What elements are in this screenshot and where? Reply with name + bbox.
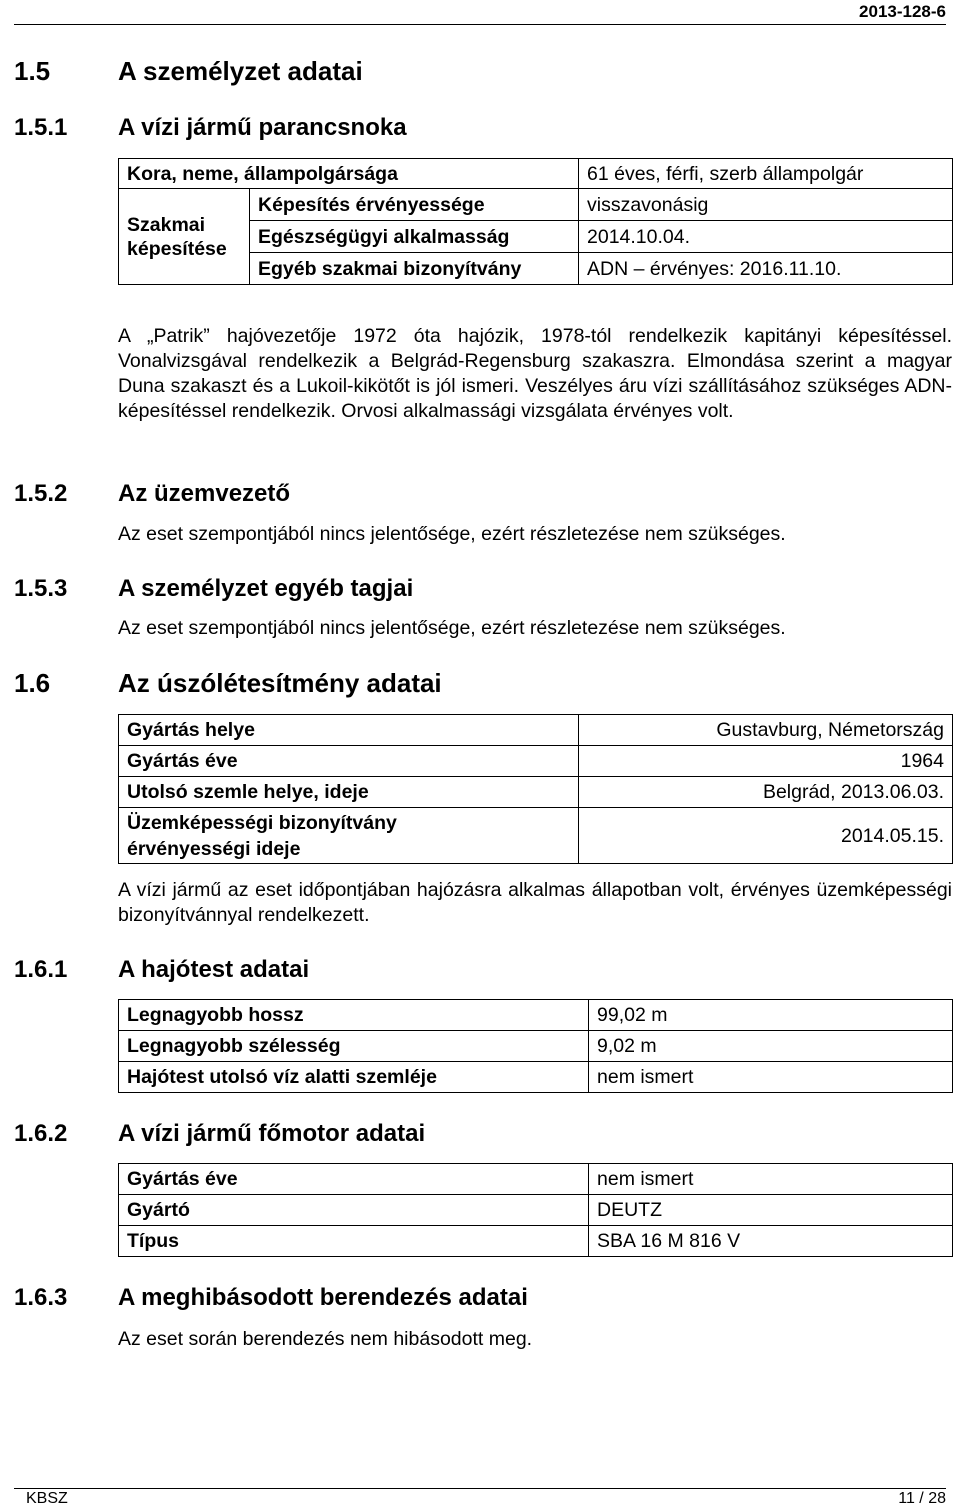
table-row (119, 189, 953, 221)
section-number: 1.6.3 (14, 1284, 68, 1311)
section-title: A személyzet egyéb tagjai (118, 575, 414, 602)
table-value-cell: 99,02 m (589, 1000, 953, 1031)
table-row (119, 1031, 953, 1062)
table-row (119, 159, 953, 189)
table-label-cell: Utolsó szemle helye, ideje (119, 777, 579, 808)
table-label-cell: Hajótest utolsó víz alatti szemléje (119, 1062, 589, 1093)
label-line: Üzemképességi bizonyítvány (127, 811, 397, 834)
table-label-cell: Típus (119, 1226, 589, 1257)
table-label-cell: Legnagyobb hossz (119, 1000, 589, 1031)
table-label-cell: Gyártás éve (119, 1164, 589, 1195)
table-value-cell: Gustavburg, Németország (579, 715, 953, 746)
section-heading-1-5-3 (14, 575, 614, 607)
table-label-cell: Képesítés érvényessége (250, 189, 579, 221)
header-rule (14, 24, 946, 25)
footer-rule (14, 1488, 946, 1489)
table-row (119, 808, 953, 864)
section-title: A meghibásodott berendezés adatai (118, 1284, 528, 1311)
operator-paragraph: Az eset szempontjából nincs jelentősége, ezért részletezése nem szükséges. (118, 523, 786, 545)
table-row (119, 777, 953, 808)
section-number: 1.6 (14, 668, 51, 698)
table-row (119, 1226, 953, 1257)
section-number: 1.5.2 (14, 480, 68, 507)
table-value-cell: SBA 16 M 816 V (589, 1226, 953, 1257)
section-title: A vízi jármű parancsnoka (118, 114, 407, 141)
section-title: A vízi jármű főmotor adatai (118, 1120, 426, 1147)
vessel-table (118, 714, 953, 864)
table-value-cell: DEUTZ (589, 1195, 953, 1226)
section-title: A hajótest adatai (118, 956, 310, 983)
table-value-cell: 2014.10.04. (579, 221, 953, 253)
table-value-cell: visszavonásig (579, 189, 953, 221)
group-label-line: képesítése (127, 237, 227, 260)
section-number: 1.6.1 (14, 956, 68, 983)
table-label-cell: Gyártás éve (119, 746, 579, 777)
table-label-cell: Legnagyobb szélesség (119, 1031, 589, 1062)
commander-table (118, 158, 953, 285)
table-label-cell: Egészségügyi alkalmasság (250, 221, 579, 253)
section-number: 1.6.2 (14, 1120, 68, 1147)
table-value-cell: nem ismert (589, 1164, 953, 1195)
section-heading-1-6-2 (14, 1120, 614, 1152)
table-label-cell: Kora, neme, állampolgársága (119, 159, 579, 189)
table-value-cell: ADN – érvényes: 2016.11.10. (579, 253, 953, 285)
table-row (119, 1164, 953, 1195)
section-title: Az üzemvezető (118, 480, 291, 507)
table-label-cell: Gyártás helye (119, 715, 579, 746)
section-heading-1-6-1 (14, 956, 614, 988)
commander-paragraph: A „Patrik” hajóvezetője 1972 óta hajózik, 1978-tól rendelkezik kapitányi képesítéssel. Vonalvizsgával rendelkezik a Belgrád-Regensburg szakaszra. Elmondása szerint a magyar Duna szakaszt és a Lukoil-kikötőt is jól ismeri. Veszélyes áru vízi szállításához szükséges ADN-képesítéssel rendelkezik. Orvosi alkalmassági vizsgálata érvényes volt. (118, 325, 952, 422)
section-heading-1-5 (14, 56, 614, 90)
table-value-cell: 61 éves, férfi, szerb állampolgár (579, 159, 953, 189)
table-value-cell: 2014.05.15. (579, 808, 953, 864)
section-title: A személyzet adatai (118, 56, 363, 86)
table-label-cell (119, 808, 579, 864)
section-number: 1.5.1 (14, 114, 68, 141)
group-label-cell (119, 189, 250, 285)
vessel-paragraph: A vízi jármű az eset időpontjában hajózásra alkalmas állapotban volt, érvényes üzemképességi bizonyítvánnyal rendelkezett. (118, 879, 952, 926)
table-value-cell: nem ismert (589, 1062, 953, 1093)
footer-organization: KBSZ (26, 1490, 68, 1507)
engine-table (118, 1163, 953, 1257)
section-heading-1-5-1 (14, 114, 614, 146)
page-number: 11 / 28 (898, 1490, 946, 1507)
section-title: Az úszólétesítmény adatai (118, 668, 442, 698)
section-heading-1-6 (14, 668, 614, 702)
label-line: érvényességi ideje (127, 837, 301, 860)
section-number: 1.5 (14, 56, 51, 86)
equipment-paragraph: Az eset során berendezés nem hibásodott meg. (118, 1328, 533, 1350)
table-row (119, 746, 953, 777)
table-row (119, 1000, 953, 1031)
group-label-line: Szakmai (127, 213, 206, 236)
table-value-cell: 1964 (579, 746, 953, 777)
crew-paragraph: Az eset szempontjából nincs jelentősége, ezért részletezése nem szükséges. (118, 617, 786, 639)
section-heading-1-6-3 (14, 1284, 714, 1316)
document-id: 2013-128-6 (859, 2, 946, 21)
table-label-cell: Gyártó (119, 1195, 589, 1226)
table-value-cell: Belgrád, 2013.06.03. (579, 777, 953, 808)
table-row (119, 1195, 953, 1226)
table-row (119, 1062, 953, 1093)
hull-table (118, 999, 953, 1093)
table-value-cell: 9,02 m (589, 1031, 953, 1062)
table-label-cell: Egyéb szakmai bizonyítvány (250, 253, 579, 285)
section-number: 1.5.3 (14, 575, 68, 602)
section-heading-1-5-2 (14, 480, 614, 512)
table-row (119, 715, 953, 746)
